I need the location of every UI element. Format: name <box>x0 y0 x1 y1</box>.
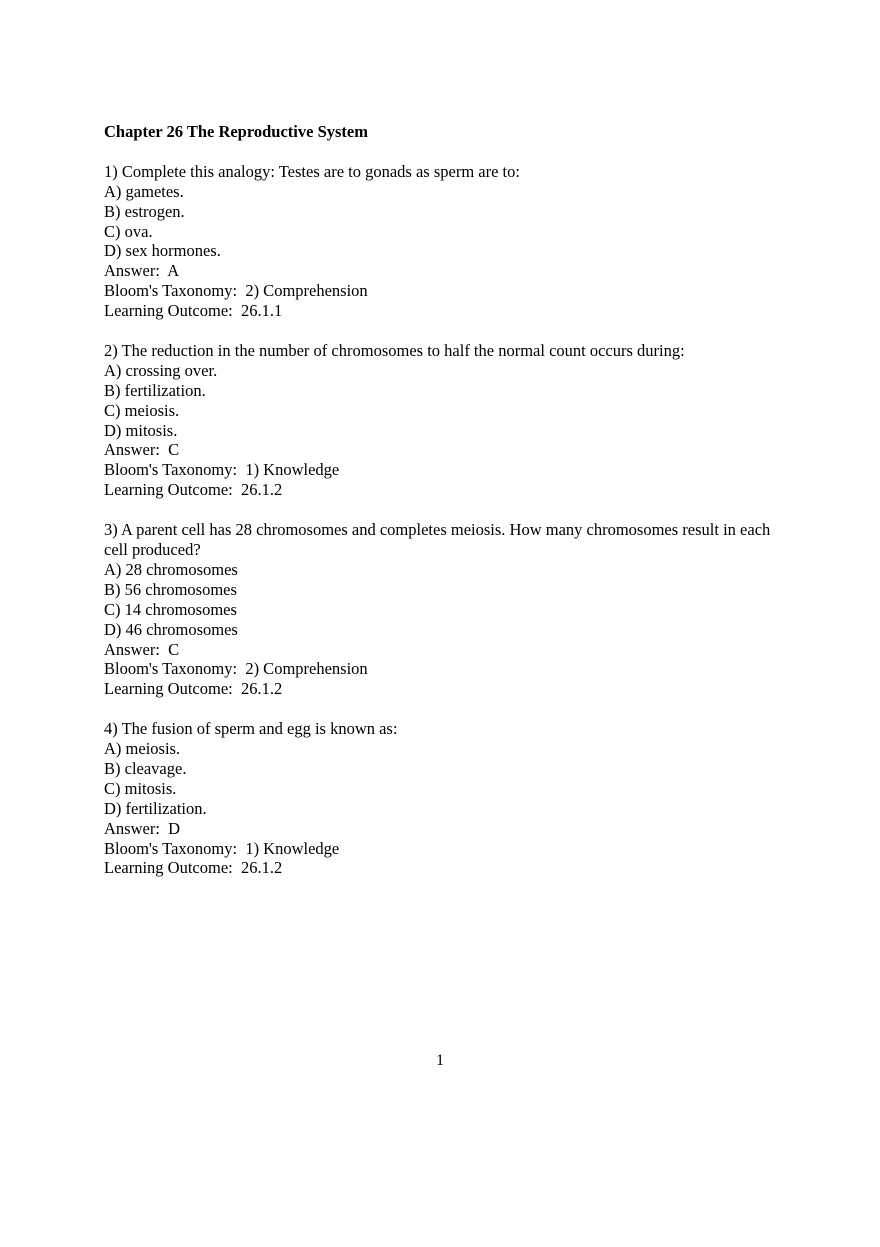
option-c: C) meiosis. <box>104 400 180 420</box>
option-c: C) ova. <box>104 221 153 241</box>
option-c: C) mitosis. <box>104 778 177 798</box>
question-2 <box>104 341 794 500</box>
option-b: B) estrogen. <box>104 201 185 221</box>
answer: Answer: C <box>104 639 180 659</box>
answer: Answer: C <box>104 440 180 460</box>
blooms-taxonomy: Bloom's Taxonomy: 2) Comprehension <box>104 281 368 301</box>
answer: Answer: D <box>104 818 181 838</box>
option-d: D) fertilization. <box>104 798 207 818</box>
page-number: 1 <box>436 1052 444 1069</box>
option-b: B) cleavage. <box>104 758 187 778</box>
learning-outcome: Learning Outcome: 26.1.2 <box>104 679 283 699</box>
question-stem: 3) A parent cell has 28 chromosomes and completes meiosis. How many chromosomes result in each cell produced? <box>104 520 775 559</box>
question-4 <box>104 719 794 878</box>
blooms-taxonomy: Bloom's Taxonomy: 1) Knowledge <box>104 460 340 480</box>
answer: Answer: A <box>104 261 180 281</box>
option-a: A) meiosis. <box>104 739 181 759</box>
option-a: A) 28 chromosomes <box>104 559 238 579</box>
chapter-title: Chapter 26 The Reproductive System <box>104 122 368 141</box>
learning-outcome: Learning Outcome: 26.1.2 <box>104 480 283 500</box>
blooms-taxonomy: Bloom's Taxonomy: 1) Knowledge <box>104 838 340 858</box>
blooms-taxonomy: Bloom's Taxonomy: 2) Comprehension <box>104 659 368 679</box>
option-d: D) sex hormones. <box>104 241 221 261</box>
option-a: A) crossing over. <box>104 360 218 380</box>
option-d: D) 46 chromosomes <box>104 619 238 639</box>
page-content <box>104 122 794 878</box>
question-3 <box>104 520 794 699</box>
option-a: A) gametes. <box>104 181 184 201</box>
option-b: B) fertilization. <box>104 380 206 400</box>
option-c: C) 14 chromosomes <box>104 599 237 619</box>
option-d: D) mitosis. <box>104 420 178 440</box>
question-stem: 4) The fusion of sperm and egg is known as: <box>104 719 398 739</box>
question-1 <box>104 162 794 321</box>
question-stem: 1) Complete this analogy: Testes are to gonads as sperm are to: <box>104 161 520 181</box>
learning-outcome: Learning Outcome: 26.1.2 <box>104 858 283 878</box>
learning-outcome: Learning Outcome: 26.1.1 <box>104 301 283 321</box>
question-stem: 2) The reduction in the number of chromosomes to half the normal count occurs during: <box>104 340 685 360</box>
option-b: B) 56 chromosomes <box>104 579 237 599</box>
